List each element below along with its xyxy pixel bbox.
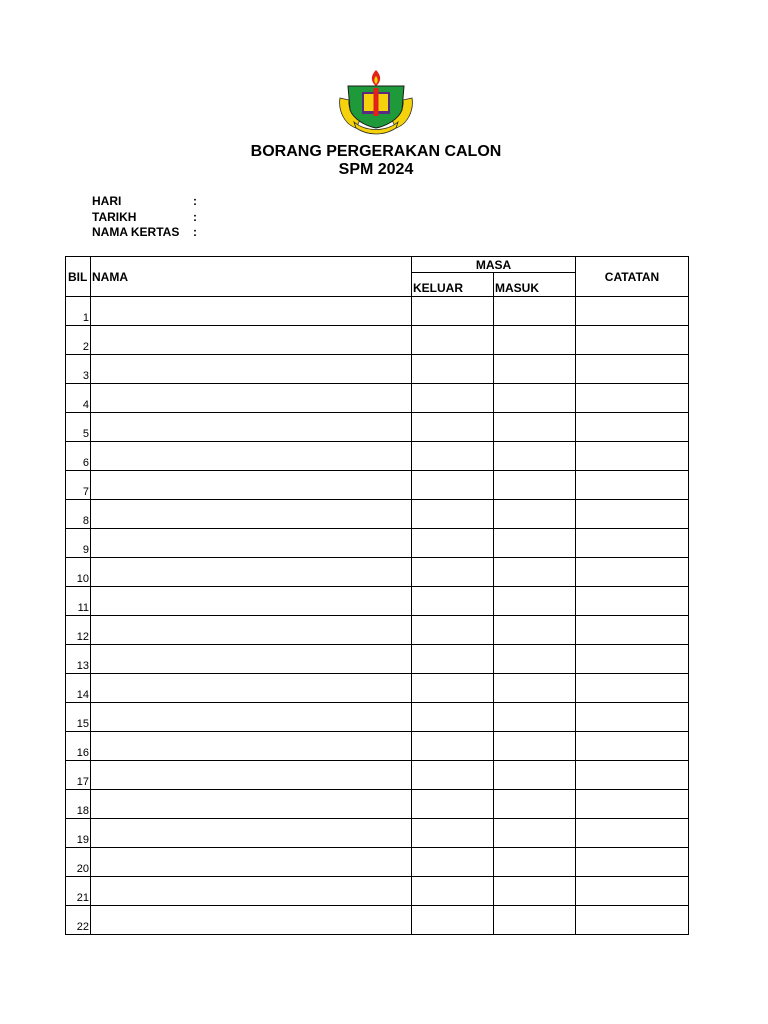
table-row <box>66 790 689 819</box>
masuk-cell[interactable] <box>494 790 576 819</box>
nama-cell[interactable] <box>91 877 412 906</box>
table-row <box>66 848 689 877</box>
meta-row-nama-kertas <box>92 225 203 241</box>
catatan-cell[interactable] <box>576 790 689 819</box>
row-number: 12 <box>66 616 91 645</box>
row-number: 14 <box>66 674 91 703</box>
catatan-cell[interactable] <box>576 848 689 877</box>
meta-label-hari: HARI <box>92 194 122 208</box>
col-header-masuk: MASUK <box>494 273 576 297</box>
form-subtitle: SPM 2024 <box>338 161 414 178</box>
row-number: 18 <box>66 790 91 819</box>
keluar-cell[interactable] <box>412 819 494 848</box>
keluar-cell[interactable] <box>412 906 494 935</box>
meta-row-hari <box>92 194 203 210</box>
nama-cell[interactable] <box>91 326 412 355</box>
nama-cell[interactable] <box>91 442 412 471</box>
table-row <box>66 703 689 732</box>
masuk-cell[interactable] <box>494 500 576 529</box>
masuk-cell[interactable] <box>494 442 576 471</box>
keluar-cell[interactable] <box>412 442 494 471</box>
keluar-cell[interactable] <box>412 790 494 819</box>
table-row <box>66 471 689 500</box>
catatan-cell[interactable] <box>576 645 689 674</box>
table-row <box>66 326 689 355</box>
masuk-cell[interactable] <box>494 645 576 674</box>
masuk-cell[interactable] <box>494 906 576 935</box>
masuk-cell[interactable] <box>494 732 576 761</box>
keluar-cell[interactable] <box>412 645 494 674</box>
nama-cell[interactable] <box>91 471 412 500</box>
table-row <box>66 442 689 471</box>
keluar-cell[interactable] <box>412 413 494 442</box>
table-body <box>66 297 689 935</box>
row-number: 13 <box>66 645 91 674</box>
col-header-catatan: CATATAN <box>576 257 689 297</box>
row-number: 10 <box>66 558 91 587</box>
catatan-cell[interactable] <box>576 355 689 384</box>
table-row <box>66 587 689 616</box>
keluar-cell[interactable] <box>412 761 494 790</box>
nama-cell[interactable] <box>91 297 412 326</box>
nama-cell[interactable] <box>91 819 412 848</box>
col-header-keluar: KELUAR <box>412 273 494 297</box>
movement-table <box>65 256 689 935</box>
table-row <box>66 529 689 558</box>
meta-row-tarikh <box>92 210 203 226</box>
keluar-cell[interactable] <box>412 674 494 703</box>
masuk-cell[interactable] <box>494 674 576 703</box>
catatan-cell[interactable] <box>576 529 689 558</box>
keluar-cell[interactable] <box>412 471 494 500</box>
nama-cell[interactable] <box>91 413 412 442</box>
row-number: 21 <box>66 877 91 906</box>
catatan-cell[interactable] <box>576 877 689 906</box>
catatan-cell[interactable] <box>576 326 689 355</box>
catatan-cell[interactable] <box>576 558 689 587</box>
nama-cell[interactable] <box>91 587 412 616</box>
masuk-cell[interactable] <box>494 529 576 558</box>
table-row <box>66 297 689 326</box>
table-row <box>66 761 689 790</box>
masuk-cell[interactable] <box>494 471 576 500</box>
catatan-cell[interactable] <box>576 413 689 442</box>
row-number: 6 <box>66 442 91 471</box>
meta-label-tarikh: TARIKH <box>92 209 137 224</box>
nama-cell[interactable] <box>91 384 412 413</box>
masuk-cell[interactable] <box>494 355 576 384</box>
meta-colon: : <box>193 209 197 224</box>
meta-colon: : <box>193 194 197 208</box>
masuk-cell[interactable] <box>494 616 576 645</box>
catatan-cell[interactable] <box>576 819 689 848</box>
table-row <box>66 500 689 529</box>
row-number: 7 <box>66 471 91 500</box>
keluar-cell[interactable] <box>412 355 494 384</box>
catatan-cell[interactable] <box>576 732 689 761</box>
row-number: 20 <box>66 848 91 877</box>
masuk-cell[interactable] <box>494 877 576 906</box>
meta-colon: : <box>193 225 197 239</box>
masuk-cell[interactable] <box>494 848 576 877</box>
keluar-cell[interactable] <box>412 558 494 587</box>
nama-cell[interactable] <box>91 790 412 819</box>
catatan-cell[interactable] <box>576 442 689 471</box>
nama-cell[interactable] <box>91 500 412 529</box>
catatan-cell[interactable] <box>576 674 689 703</box>
catatan-cell[interactable] <box>576 471 689 500</box>
meta-label-nama-kertas: NAMA KERTAS <box>92 225 180 239</box>
table-row <box>66 413 689 442</box>
catatan-cell[interactable] <box>576 500 689 529</box>
masuk-cell[interactable] <box>494 413 576 442</box>
masuk-cell[interactable] <box>494 558 576 587</box>
catatan-cell[interactable] <box>576 703 689 732</box>
row-number: 2 <box>66 326 91 355</box>
keluar-cell[interactable] <box>412 587 494 616</box>
col-header-nama: NAMA <box>91 257 412 297</box>
nama-cell[interactable] <box>91 761 412 790</box>
catatan-cell[interactable] <box>576 906 689 935</box>
masuk-cell[interactable] <box>494 326 576 355</box>
form-title: BORANG PERGERAKAN CALON <box>250 143 502 160</box>
table-row <box>66 819 689 848</box>
nama-cell[interactable] <box>91 355 412 384</box>
nama-cell[interactable] <box>91 645 412 674</box>
nama-cell[interactable] <box>91 558 412 587</box>
masuk-cell[interactable] <box>494 384 576 413</box>
nama-cell[interactable] <box>91 703 412 732</box>
row-number: 16 <box>66 732 91 761</box>
table-row <box>66 558 689 587</box>
nama-cell[interactable] <box>91 674 412 703</box>
school-crest-icon <box>334 68 418 136</box>
row-number: 19 <box>66 819 91 848</box>
catatan-cell[interactable] <box>576 384 689 413</box>
row-number: 22 <box>66 906 91 935</box>
keluar-cell[interactable] <box>412 500 494 529</box>
nama-cell[interactable] <box>91 529 412 558</box>
keluar-cell[interactable] <box>412 529 494 558</box>
keluar-cell[interactable] <box>412 732 494 761</box>
table-row <box>66 616 689 645</box>
keluar-cell[interactable] <box>412 877 494 906</box>
keluar-cell[interactable] <box>412 326 494 355</box>
catatan-cell[interactable] <box>576 587 689 616</box>
keluar-cell[interactable] <box>412 616 494 645</box>
row-number: 15 <box>66 703 91 732</box>
table-row <box>66 732 689 761</box>
row-number: 1 <box>66 297 91 326</box>
nama-cell[interactable] <box>91 906 412 935</box>
keluar-cell[interactable] <box>412 297 494 326</box>
table-row <box>66 906 689 935</box>
catatan-cell[interactable] <box>576 616 689 645</box>
catatan-cell[interactable] <box>576 761 689 790</box>
masuk-cell[interactable] <box>494 587 576 616</box>
keluar-cell[interactable] <box>412 848 494 877</box>
masuk-cell[interactable] <box>494 297 576 326</box>
table-row <box>66 877 689 906</box>
nama-cell[interactable] <box>91 732 412 761</box>
catatan-cell[interactable] <box>576 297 689 326</box>
row-number: 11 <box>66 587 91 616</box>
table-row <box>66 355 689 384</box>
row-number: 17 <box>66 761 91 790</box>
col-header-bil: BIL <box>66 257 91 297</box>
row-number: 9 <box>66 529 91 558</box>
col-header-masa: MASA <box>412 257 576 273</box>
nama-cell[interactable] <box>91 616 412 645</box>
keluar-cell[interactable] <box>412 384 494 413</box>
row-number: 8 <box>66 500 91 529</box>
row-number: 5 <box>66 413 91 442</box>
table-row <box>66 674 689 703</box>
table-row <box>66 645 689 674</box>
nama-cell[interactable] <box>91 848 412 877</box>
meta-fields <box>92 194 203 241</box>
keluar-cell[interactable] <box>412 703 494 732</box>
masuk-cell[interactable] <box>494 761 576 790</box>
row-number: 3 <box>66 355 91 384</box>
masuk-cell[interactable] <box>494 819 576 848</box>
masuk-cell[interactable] <box>494 703 576 732</box>
row-number: 4 <box>66 384 91 413</box>
table-row <box>66 384 689 413</box>
